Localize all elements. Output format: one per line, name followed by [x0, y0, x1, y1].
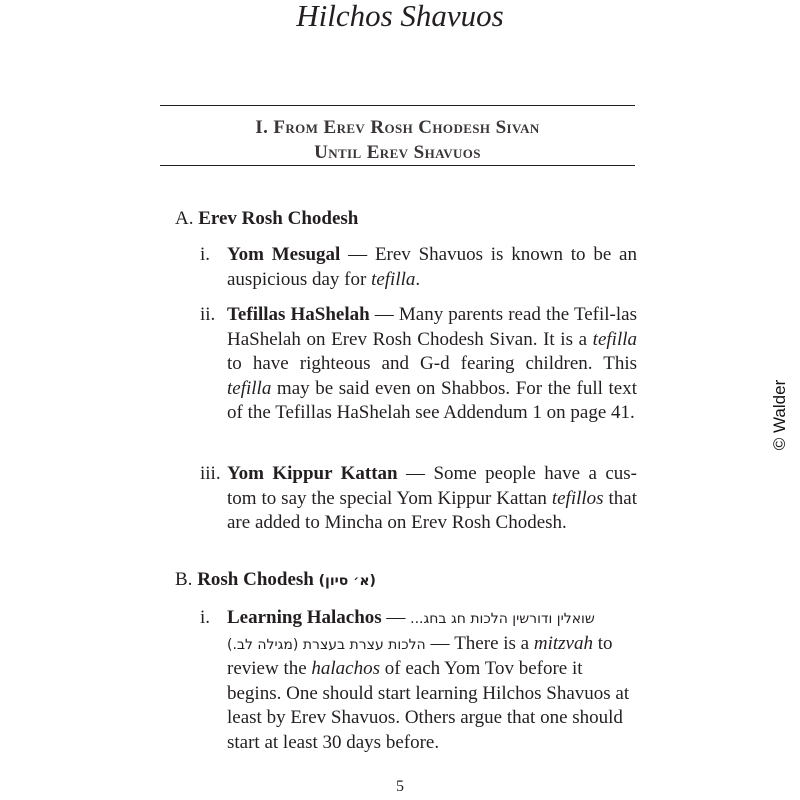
subsection-title: Rosh Chodesh — [197, 569, 314, 590]
page-number: 5 — [396, 778, 404, 795]
watermark-text: © Walder — [770, 379, 789, 451]
section-heading-line-1: I. From Erev Rosh Chodesh Sivan — [255, 117, 540, 138]
hebrew-quote-2: הלכות עצרת בעצרת (מגילה לב.) — [227, 636, 426, 653]
list-item — [200, 606, 637, 756]
subsection-hebrew-date: (א׳ סיון) — [318, 573, 376, 589]
section-heading-line-2: Until Erev Shavuos — [314, 142, 481, 163]
item-text: to have righteous and G-d fearing children. This — [227, 353, 637, 375]
item-text: . — [415, 268, 421, 290]
subsection-letter: A. — [175, 208, 194, 229]
subsection-b-heading — [175, 568, 635, 594]
item-number: i. — [200, 244, 211, 265]
item-text: Many parents read the Tefil-las HaShelah on Erev Rosh Chodesh Sivan. It is a — [227, 304, 637, 350]
item-body — [227, 606, 637, 756]
top-rule — [160, 105, 635, 106]
item-text: — There is a — [425, 632, 534, 654]
item-italic-text: tefilla — [592, 328, 637, 350]
list-item — [200, 243, 637, 292]
item-term: Learning Halachos — [227, 607, 382, 628]
item-separator: — — [369, 304, 399, 325]
subsection-letter: B. — [175, 569, 193, 590]
item-text: of each Yom Tov before it begins. One should start learning Hilchos Shavuos at least by Erev Shavuos. Others argue that one should start at least 30 days before. — [227, 658, 630, 753]
item-text: Some people have a cus-tom to say the special Yom Kippur Kattan — [227, 463, 637, 509]
section-heading — [160, 115, 635, 165]
item-term: Yom Kippur Kattan — [227, 463, 398, 484]
item-text: may be said even on Shabbos. For the full text of the Tefillas HaShelah see Addendum 1 on page 41. — [227, 377, 637, 424]
item-term: Yom Mesugal — [227, 244, 341, 265]
item-text: Erev Shavuos is known to be an auspicious day for — [227, 244, 637, 290]
chapter-title: Hilchos Shavuos — [296, 0, 504, 33]
list-item — [200, 462, 637, 536]
item-italic-text: tefilla — [227, 377, 272, 399]
item-italic-text: halachos — [311, 658, 381, 680]
bottom-rule — [160, 165, 635, 166]
item-number: ii. — [200, 304, 216, 325]
list-item — [200, 303, 637, 426]
item-separator: — — [397, 463, 434, 484]
item-body — [227, 303, 637, 426]
hebrew-quote-1: שואלין ודורשין הלכות חג בחג... — [410, 611, 595, 627]
item-term: Tefillas HaShelah — [227, 304, 370, 325]
item-separator: — — [340, 244, 375, 265]
item-text: to review the — [227, 632, 613, 680]
subsection-a-heading — [175, 207, 635, 232]
item-italic-text: mitzvah — [533, 632, 593, 654]
item-number: iii. — [200, 463, 221, 484]
item-body — [227, 243, 637, 292]
item-italic-text: tefillos — [551, 487, 604, 509]
item-text: that are added to Mincha on Erev Rosh Chodesh. — [227, 487, 637, 534]
item-italic-text: tefilla — [371, 268, 416, 290]
subsection-title: Erev Rosh Chodesh — [198, 208, 359, 229]
item-separator: — — [381, 607, 411, 628]
item-body — [227, 462, 637, 536]
item-number: i. — [200, 607, 211, 628]
